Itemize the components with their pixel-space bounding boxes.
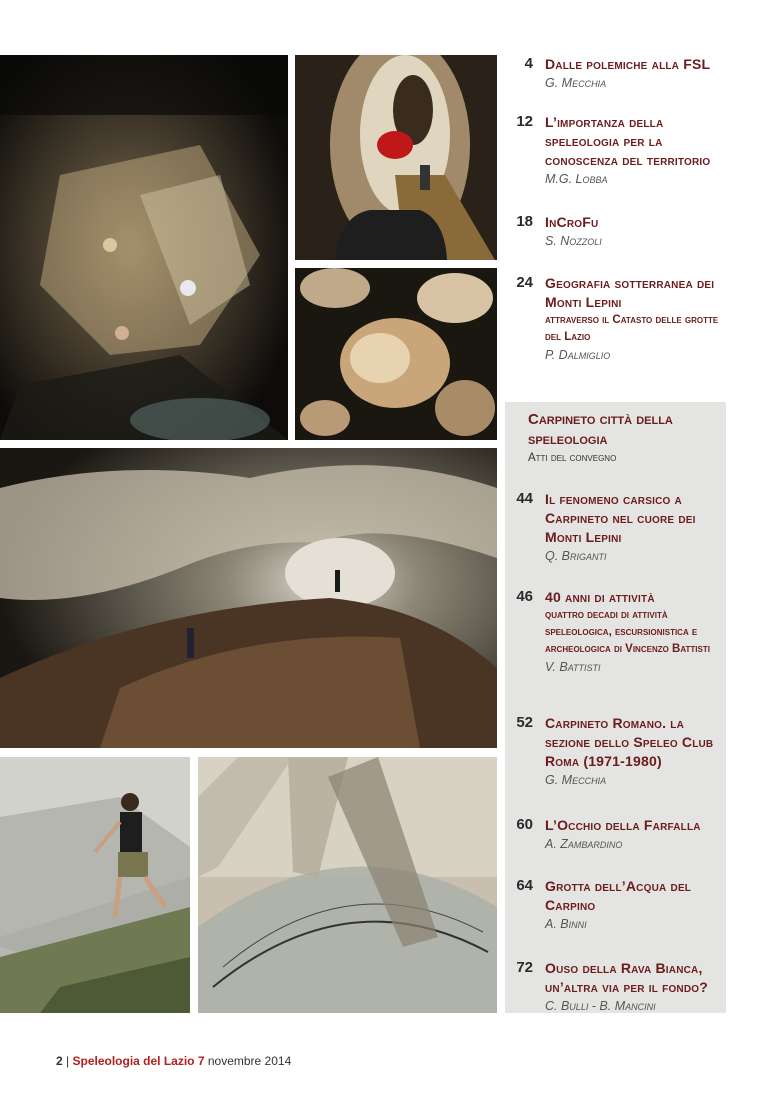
toc-entry[interactable] (505, 714, 723, 816)
toc-page-number: 72 (516, 959, 533, 976)
chamber-photo-icon (0, 448, 497, 748)
toc-page-number: 60 (516, 816, 533, 833)
footer-separator: | (62, 1054, 73, 1068)
instrument-photo-icon (198, 757, 497, 1013)
toc-author: V. Battisti (545, 660, 601, 674)
toc-author: M.G. Lobba (545, 172, 608, 186)
toc-entry[interactable] (505, 213, 733, 274)
toc-page-number: 12 (516, 113, 533, 130)
toc-entry[interactable] (505, 877, 723, 959)
cave-photo-icon (0, 55, 288, 440)
footer-journal-title: Speleologia del Lazio 7 (72, 1054, 205, 1068)
footer-date: novembre 2014 (204, 1054, 292, 1068)
photo-protractor-compass (198, 757, 497, 1013)
footer-page-number: 2 (56, 1054, 63, 1068)
rock-photo-icon (0, 757, 190, 1013)
toc-page-number: 64 (516, 877, 533, 894)
formation-photo-icon (295, 268, 497, 440)
toc-entry[interactable] (505, 490, 723, 588)
toc-author: S. Nozzoli (545, 234, 602, 248)
toc-title: Carpineto Romano. la sezione dello Speleo Club Roma (1971-1980) (545, 715, 714, 769)
toc-author: P. Dalmiglio (545, 348, 611, 362)
photo-cave-formations (295, 268, 497, 440)
toc-subtitle: quattro decadi di attività speleologica, escursionistica e archeologica di Vincenzo Battisti (545, 609, 710, 655)
toc-page-number: 24 (516, 274, 533, 291)
toc-page-number: 18 (516, 213, 533, 230)
toc-entry[interactable] (505, 816, 723, 877)
toc-entry[interactable] (505, 588, 723, 714)
toc-title: Dalle polemiche alla FSL (545, 56, 711, 72)
toc-title: Grotta dell’Acqua del Carpino (545, 878, 692, 913)
toc-title: Il fenomeno carsico a Carpineto nel cuore dei Monti Lepini (545, 491, 696, 545)
photo-large-cave-chamber (0, 448, 497, 748)
toc-title: Geografia sotterranea dei Monti Lepini (545, 275, 715, 310)
photo-woman-climbing-rock (0, 757, 190, 1013)
section-subtitle: Atti del convegno (528, 452, 617, 464)
toc-author: C. Bulli - B. Mancini (545, 999, 656, 1013)
photo-tunnel-caver-helmet (295, 55, 497, 260)
section-title: Carpineto città della speleologia (528, 411, 673, 448)
toc-section (505, 490, 723, 1015)
toc-title: L’importanza della speleologia per la conoscenza del territorio (545, 114, 711, 168)
toc-title: Ouso della Rava Bianca, un’altra via per il fondo? (545, 960, 709, 995)
toc-page-number: 52 (516, 714, 533, 731)
tunnel-photo-icon (295, 55, 497, 260)
toc-page-number: 44 (516, 490, 533, 507)
toc-author: A. Binni (545, 917, 587, 931)
section-header (528, 410, 723, 466)
toc-entry[interactable] (505, 959, 723, 1015)
toc-entry[interactable] (505, 274, 733, 364)
toc-title: L’Occhio della Farfalla (545, 817, 701, 833)
toc-title: 40 anni di attività (545, 589, 655, 605)
toc-author: G. Mecchia (545, 773, 607, 787)
toc-entry[interactable] (505, 113, 733, 213)
photo-cave-cavers-climbing (0, 55, 288, 440)
toc-page-number: 4 (524, 55, 533, 72)
toc-page-number: 46 (516, 588, 533, 605)
page-footer (56, 1054, 291, 1068)
toc-entry[interactable] (505, 55, 733, 113)
toc-subtitle: attraverso il Catasto delle grotte del Lazio (545, 314, 719, 343)
toc-author: Q. Briganti (545, 549, 607, 563)
toc-top (505, 55, 733, 364)
toc-author: A. Zambardino (545, 837, 623, 851)
toc-title: InCroFu (545, 214, 599, 230)
toc-author: G. Mecchia (545, 76, 607, 90)
